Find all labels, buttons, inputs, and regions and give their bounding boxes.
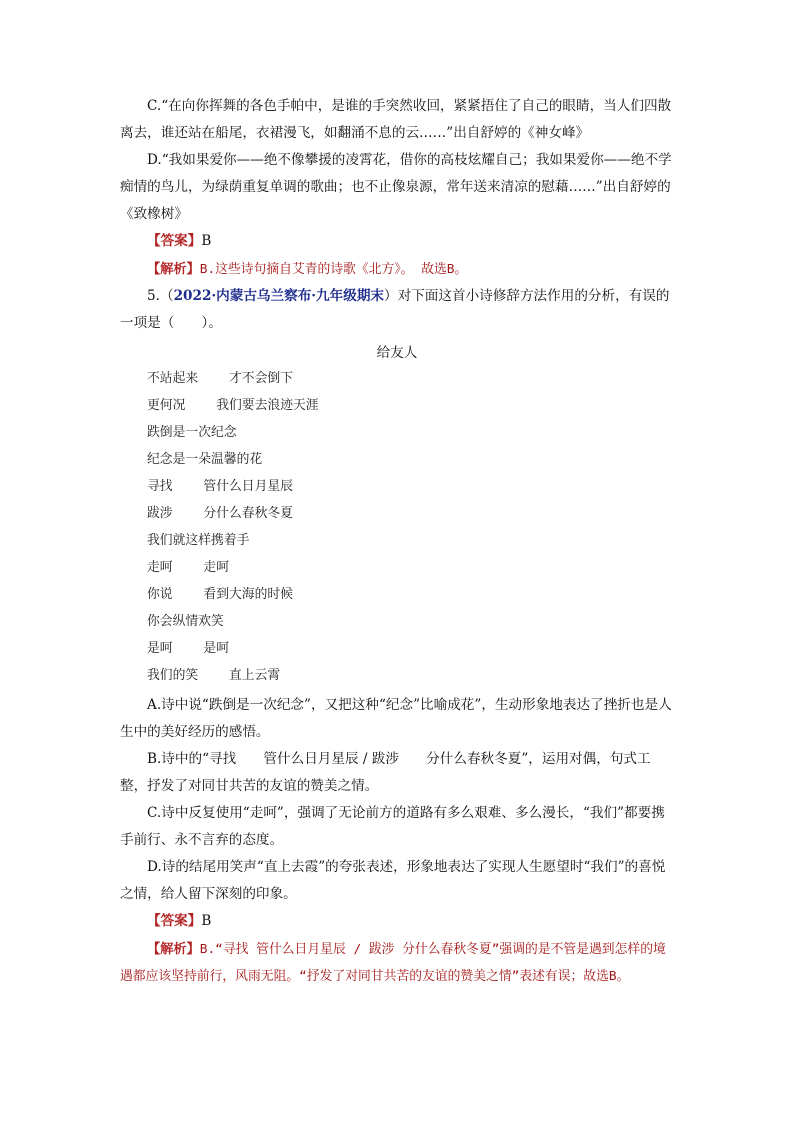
option-b-text: B.诗中的“寻找 管什么日月星辰 / 跋涉 分什么春秋冬夏”，运用对偶，句式工整，抒发了对同甘共苦的友谊的赞美之情。 xyxy=(120,751,651,794)
explanation-text: B.这些诗句摘自艾青的诗歌《北方》。 故选B。 xyxy=(199,262,468,277)
poem-line: 走呵 走呵 xyxy=(147,560,230,575)
explanation-text: B.“寻找 管什么日月星辰 / 跋涉 分什么春秋冬夏”强调的是不管是遇到怎样的境遇都应该坚持前行，风雨无阻。“抒发了对同甘共苦的友谊的赞美之情”表述有误；故选B。 xyxy=(120,942,666,984)
answer-1 xyxy=(147,228,211,255)
explanation-label: 【解析】 xyxy=(147,942,200,957)
poem-line: 是呵 是呵 xyxy=(147,641,230,656)
explanation-1 xyxy=(147,256,703,283)
answer-2 xyxy=(147,908,211,935)
option-c2-text: C.诗中反复使用“走呵”，强调了无论前方的道路有多么艰难、多么漫长，“我们”都要携手前行、永不言弃的态度。 xyxy=(120,805,665,848)
answer-value: B xyxy=(201,913,212,929)
poem-line: 我们的笑 直上云霄 xyxy=(147,668,281,683)
explanation-label: 【解析】 xyxy=(147,262,200,277)
option-a-text: A.诗中说“跌倒是一次纪念”，又把这种“纪念”比喻成花”，生动形象地表达了挫折也是人生中的美好经历的感悟。 xyxy=(120,697,672,740)
poem-line: 跌倒是一次纪念 xyxy=(147,425,237,440)
answer-label: 【答案】 xyxy=(147,913,202,929)
question-text: ）对下面这首小诗修辞方法作用的分析，有误的一项是（ ）。 xyxy=(120,288,670,331)
poem-line: 更何况 我们要去浪迹天涯 xyxy=(147,398,319,413)
question-5-stem xyxy=(120,283,676,337)
poem-line: 你会纵情欢笑 xyxy=(147,614,224,629)
poem-line: 跋涉 分什么春秋冬夏 xyxy=(147,506,293,521)
poem-line: 你说 看到大海的时候 xyxy=(147,587,293,602)
answer-label: 【答案】 xyxy=(147,233,202,249)
poem-line: 不站起来 才不会倒下 xyxy=(147,371,293,386)
question-source: 2022·内蒙古乌兰察布·九年级期末 xyxy=(173,288,385,304)
option-d-text: D.“我如果爱你——绝不像攀援的凌霄花，借你的高枝炫耀自己；我如果爱你——绝不学痴情的鸟儿，为绿荫重复单调的歌曲；也不止像泉源，常年送来清凉的慰藉……”出自舒婷的《致橡树》 xyxy=(120,152,672,222)
option-c-text: C.“在向你挥舞的各色手帕中，是谁的手突然收回，紧紧捂住了自己的眼睛，当人们四散离去，谁还站在船尾，衣裙漫飞，如翻涌不息的云……”出自舒婷的《神女峰》 xyxy=(120,98,672,141)
answer-value: B xyxy=(201,233,212,249)
explanation-2 xyxy=(120,936,676,990)
question-number: 5.（ xyxy=(147,288,174,304)
option-d2-text: D.诗的结尾用笑声“直上去霞”的夸张表述，形象地表达了实现人生愿望时“我们”的喜悦之情，给人留下深刻的印象。 xyxy=(120,859,666,902)
poem-line: 纪念是一朵温馨的花 xyxy=(147,452,263,467)
poem-line: 寻找 管什么日月星辰 xyxy=(147,479,293,494)
poem-title: 给友人 xyxy=(376,345,418,361)
poem-line: 我们就这样携着手 xyxy=(147,533,250,548)
